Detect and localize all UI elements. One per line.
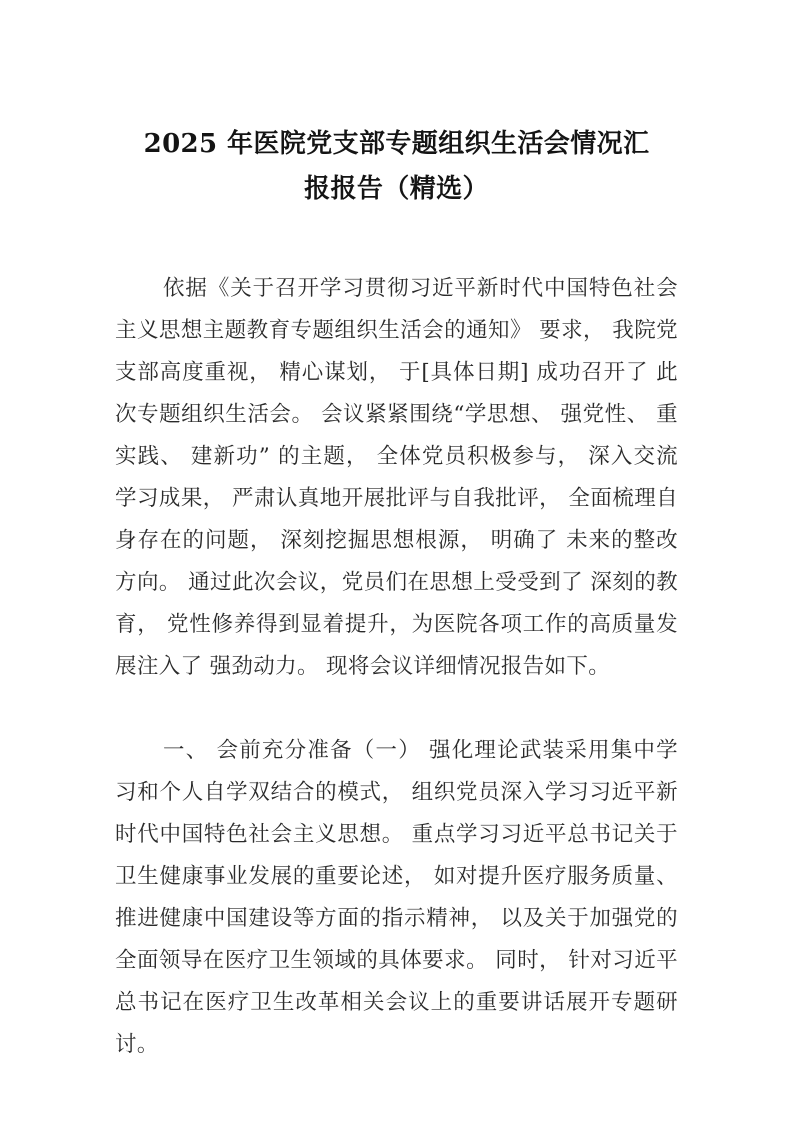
paragraph-section-one: 一、 会前充分准备（一） 强化理论武装采用集中学习和个人自学双结合的模式， 组织党员深入学习习近平新时代中国特色社会主义思想。 重点学习习近平总书记关于卫生健康事业发展的重要论述， 如对提升医疗服务质量、 推进健康中国建设等方面的指示精神， 以及关于加强党的全面领导在医疗卫生领域的具体要求。 同时， 针对习近平总书记在医疗卫生改革相关会议上的重要讲话展开专题研讨。 xyxy=(115,738,678,1057)
page-title-line-1: 2025 年医院党支部专题组织生活会情况汇 xyxy=(143,129,650,159)
page-title-line-2: 报报告（精选） xyxy=(304,174,489,204)
paragraph-intro: 依据《关于召开学习贯彻习近平新时代中国特色社会主义思想主题教育专题组织生活会的通知》 要求， 我院党支部高度重视， 精心谋划， 于[具体日期] 成功召开了 此次专题组织生活会。 会议紧紧围绕“学思想、 强党性、 重实践、 建新功” 的主题， 全体党员积极参与， 深入交流学习成果， 严肃认真地开展批评与自我批评， 全面梳理自身存在的问题， 深刻挖掘思想根源， 明确了 未来的整改方向。 通过此次会议，党员们在思想上受受到了 深刻的教育， 党性修养得到显着提升，为医院各项工作的高质量发展注入了 强劲动力。 现将会议详细情况报告如下。 xyxy=(115,276,678,679)
document-body xyxy=(115,268,678,1066)
page-title xyxy=(115,122,678,212)
